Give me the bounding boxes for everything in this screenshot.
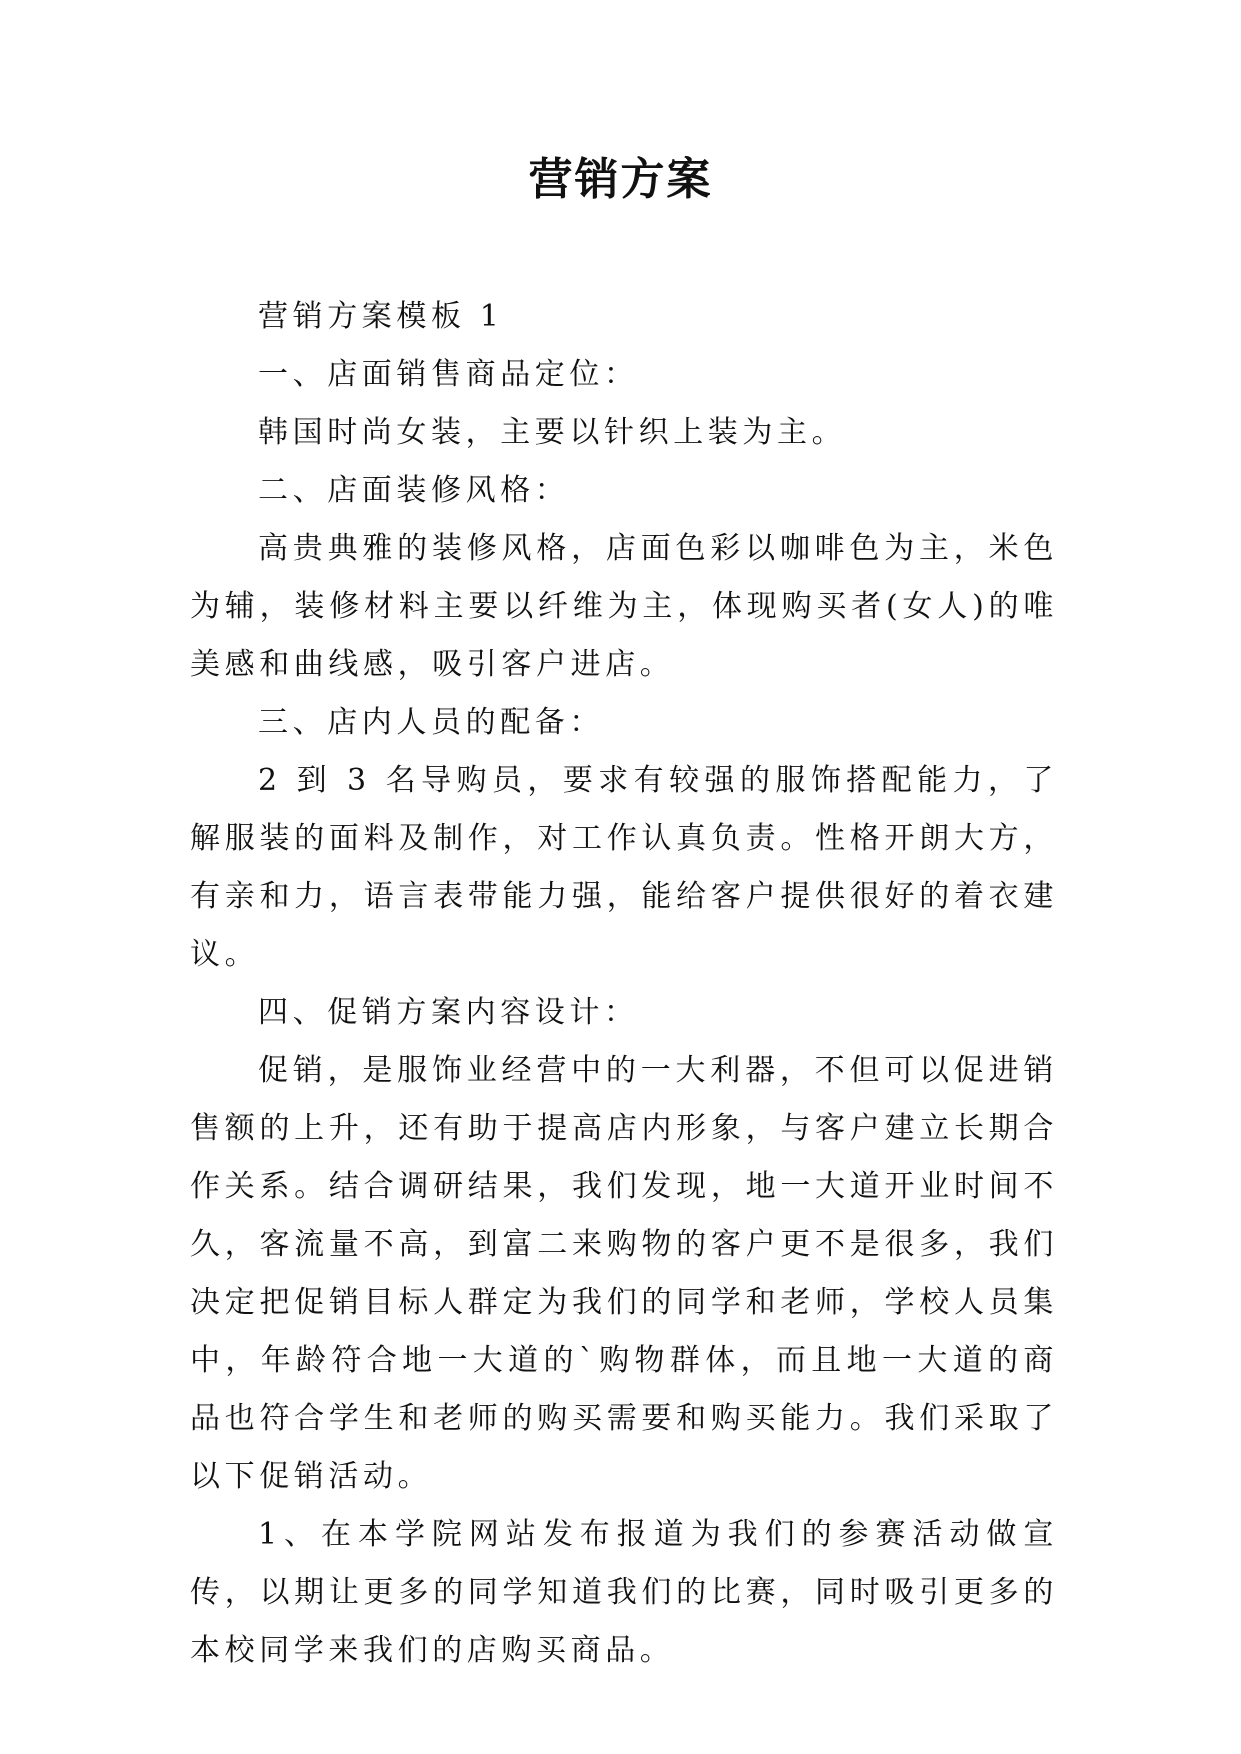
document-title: 营销方案 — [528, 154, 713, 205]
paragraph-section-3-heading: 三、店内人员的配备： — [258, 705, 604, 740]
paragraph-section-1-heading: 一、店面销售商品定位： — [258, 357, 639, 392]
paragraph-section-2-body: 高贵典雅的装修风格，店面色彩以咖啡色为主，米色为辅，装修材料主要以纤维为主，体现购买者(女人)的唯美感和曲线感，吸引客户进店。 — [190, 531, 1058, 682]
paragraph-section-4-heading: 四、促销方案内容设计： — [258, 995, 639, 1030]
paragraph-section-2-heading: 二、店面装修风格： — [258, 473, 570, 508]
paragraph-section-1-body: 韩国时尚女装，主要以针织上装为主。 — [258, 415, 847, 450]
paragraph-item-1: 1、在本学院网站发布报道为我们的参赛活动做宣传，以期让更多的同学知道我们的比赛，同时吸引更多的本校同学来我们的店购买商品。 — [190, 1517, 1058, 1668]
paragraph-section-3-body: 2 到 3 名导购员，要求有较强的服饰搭配能力，了解服装的面料及制作，对工作认真负责。性格开朗大方，有亲和力，语言表带能力强，能给客户提供很好的着衣建议。 — [190, 763, 1058, 972]
paragraph-section-4-body: 促销，是服饰业经营中的一大利器，不但可以促进销售额的上升，还有助于提高店内形象，与客户建立长期合作关系。结合调研结果，我们发现，地一大道开业时间不久，客流量不高，到富二来购物的客户更不是很多，我们决定把促销目标人群定为我们的同学和老师，学校人员集中，年龄符合地一大道的`购物群体，而且地一大道的商品也符合学生和老师的购买需要和购买能力。我们采取了以下促销活动。 — [190, 1053, 1058, 1494]
paragraph-template-heading: 营销方案模板 1 — [258, 299, 504, 334]
document-body — [190, 288, 1058, 1680]
